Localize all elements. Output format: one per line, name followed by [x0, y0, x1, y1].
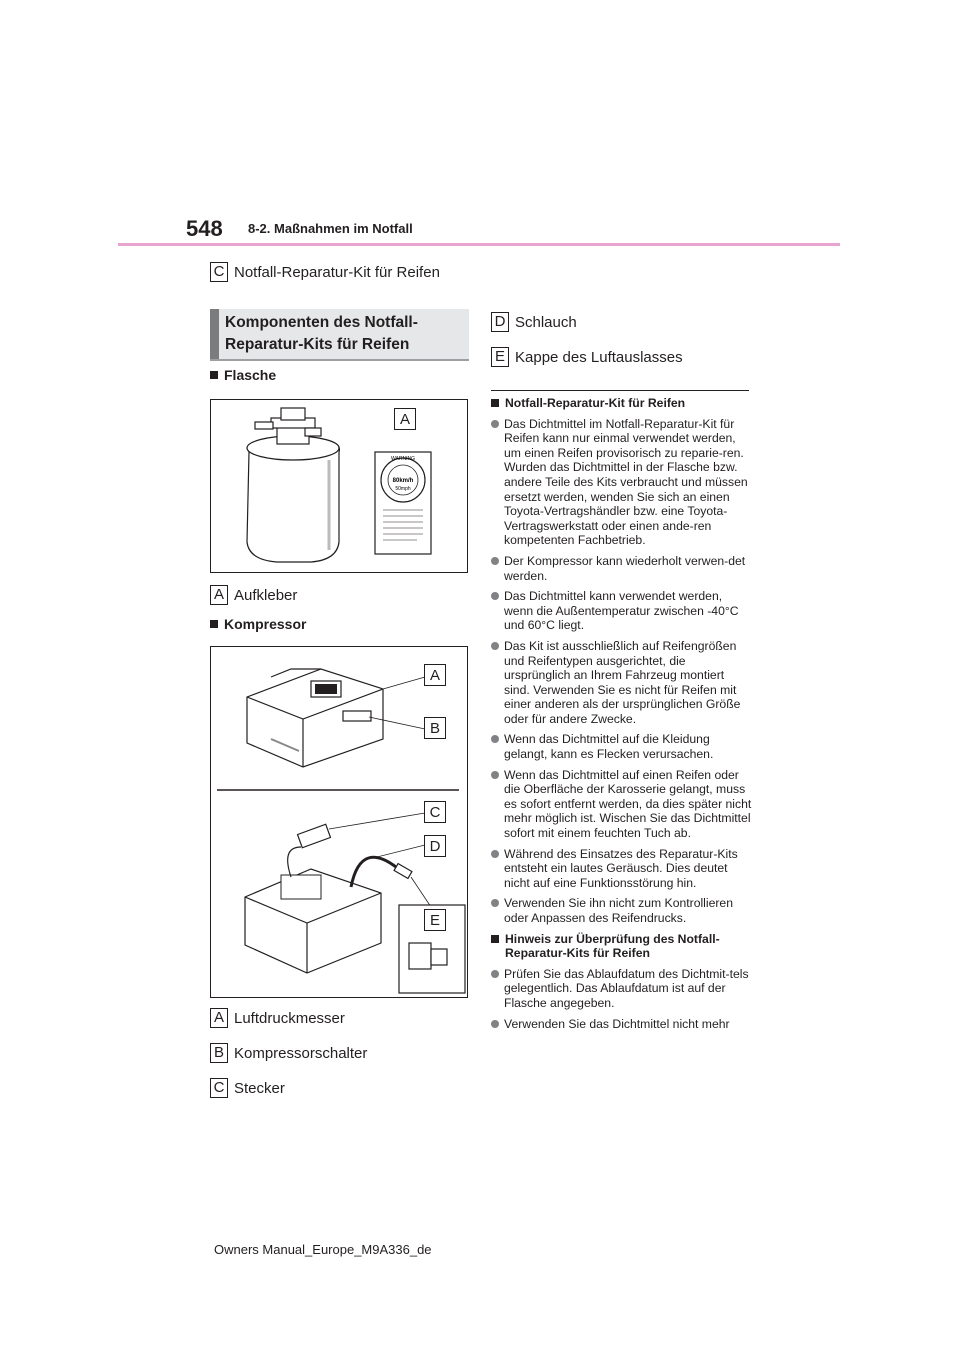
note-item — [491, 639, 753, 727]
caption-sticker — [210, 585, 297, 605]
callout-a: A — [424, 664, 446, 686]
bullet-dot-icon — [491, 420, 499, 428]
note-text: Das Dichtmittel kann verwendet werden, wenn die Außentemperatur zwischen -40°C und 60°C liegt. — [504, 589, 739, 633]
subheading-compressor — [210, 616, 306, 632]
caption-outlet-cap — [491, 347, 683, 367]
callout-c: C — [424, 801, 446, 823]
note-text: Prüfen Sie das Ablaufdatum des Dichtmit-tels gelegentlich. Das Ablaufdatum ist auf der Flasche angegeben. — [504, 966, 749, 1010]
page-number: 548 — [186, 216, 223, 241]
caption-text: Kappe des Luftauslasses — [515, 348, 683, 366]
bullet-dot-icon — [491, 735, 499, 743]
letter-box: C — [210, 262, 228, 282]
label-speed2-text: 50mph — [395, 486, 411, 492]
notes-heading-check — [491, 932, 753, 961]
bullet-dot-icon — [491, 557, 499, 565]
notes-rule — [491, 390, 749, 391]
notes-heading-kit — [491, 396, 753, 411]
components-heading-text: Komponenten des Notfall-Reparatur-Kits für Reifen — [225, 314, 418, 353]
square-bullet-icon — [210, 371, 218, 379]
note-text: Wenn das Dichtmittel auf die Kleidung gelangt, kann es Flecken verursachen. — [504, 732, 714, 762]
note-text: Der Kompressor kann wiederholt verwen-det werden. — [504, 553, 746, 583]
bullet-dot-icon — [491, 642, 499, 650]
caption-switch — [210, 1043, 367, 1063]
bullet-dot-icon — [491, 850, 499, 858]
header-rule — [118, 243, 840, 246]
note-item — [491, 1017, 753, 1032]
label-warning-text: WARNING — [391, 456, 415, 462]
caption-text: Schlauch — [515, 313, 577, 331]
bottle-figure — [210, 399, 468, 573]
bullet-dot-icon — [491, 1020, 499, 1028]
note-item — [491, 967, 753, 1011]
bullet-dot-icon — [491, 771, 499, 779]
note-text: Während des Einsatzes des Reparatur-Kits entsteht ein lautes Geräusch. Dies deutet nicht auf eine Funktionsstörung hin. — [504, 846, 738, 890]
note-text: Wenn das Dichtmittel auf einen Reifen oder die Oberfläche der Karosserie gelangt, muss es sofort entfernt werden, da dies später nicht mehr möglich ist. Wischen Sie das Dichtmittel sofort mit einem feuchten Tuch ab. — [504, 767, 752, 841]
callout-a: A — [394, 408, 416, 430]
caption-gauge — [210, 1008, 345, 1028]
note-text: Verwenden Sie ihn nicht zum Kontrollieren oder Anpassen des Reifendrucks. — [504, 896, 733, 925]
note-text: Verwenden Sie das Dichtmittel nicht mehr — [504, 1016, 730, 1031]
letter-box: A — [210, 585, 228, 605]
caption-text: Kompressorschalter — [234, 1044, 368, 1062]
caption-text: Stecker — [234, 1079, 285, 1097]
square-bullet-icon — [491, 935, 499, 943]
callout-e: E — [424, 909, 446, 931]
square-bullet-icon — [491, 399, 499, 407]
caption-kit — [210, 262, 440, 282]
subheading-bottle — [210, 367, 276, 383]
letter-box: B — [210, 1043, 228, 1063]
heading-accent-bar — [210, 309, 219, 359]
letter-box: A — [210, 1008, 228, 1028]
caption-hose — [491, 312, 577, 332]
caption-plug — [210, 1078, 285, 1098]
letter-box: D — [491, 312, 509, 332]
bullet-dot-icon — [491, 970, 499, 978]
square-bullet-icon — [210, 620, 218, 628]
label-speed-text: 80km/h — [392, 478, 414, 484]
subheading-bottle-text: Flasche — [224, 367, 277, 383]
bullet-dot-icon — [491, 592, 499, 600]
callout-d: D — [424, 835, 446, 857]
caption-text: Notfall-Reparatur-Kit für Reifen — [234, 263, 440, 281]
note-item — [491, 768, 753, 841]
footer-text: Owners Manual_Europe_M9A336_de — [214, 1242, 432, 1257]
callout-b: B — [424, 717, 446, 739]
note-text: Das Dichtmittel im Notfall-Reparatur-Kit für Reifen kann nur einmal verwendet werden, um einen Reifen provisorisch zu reparie-ren. Wurden das Dichtmittel in der Flasche bzw. andere Teile des Kits verbraucht und müssen ersetzt werden, wenden Sie sich an einen Toyota-Vertragshändler bzw. eine Toyota-Vertragswerkstatt oder einen ande-ren kompetenten Fachbetrieb. — [504, 416, 748, 548]
note-item — [491, 589, 753, 633]
bottle-illustration — [211, 400, 467, 572]
note-item — [491, 847, 753, 891]
note-item — [491, 417, 753, 548]
subheading-compressor-text: Kompressor — [224, 616, 307, 632]
notes-section — [491, 396, 753, 1037]
caption-text: Aufkleber — [234, 586, 298, 604]
note-item — [491, 732, 753, 761]
letter-box: C — [210, 1078, 228, 1098]
note-text: Das Kit ist ausschließlich auf Reifengrößen und Reifentypen ausgerichtet, die ursprünglich an Ihrem Fahrzeug montiert sind. Verwenden Sie es nicht für Reifen mit einer anderen als der ursprünglichen Größe oder für andere Zwecke. — [504, 638, 741, 726]
note-item — [491, 554, 753, 583]
components-heading — [210, 309, 469, 361]
note-item — [491, 896, 753, 925]
compressor-figure — [210, 646, 468, 998]
notes-heading-text: Notfall-Reparatur-Kit für Reifen — [505, 396, 686, 410]
notes-heading-text: Hinweis zur Überprüfung des Notfall-Reparatur-Kits für Reifen — [505, 931, 720, 961]
caption-text: Luftdruckmesser — [234, 1009, 345, 1027]
letter-box: E — [491, 347, 509, 367]
bullet-dot-icon — [491, 899, 499, 907]
section-title: 8-2. Maßnahmen im Notfall — [248, 221, 413, 236]
